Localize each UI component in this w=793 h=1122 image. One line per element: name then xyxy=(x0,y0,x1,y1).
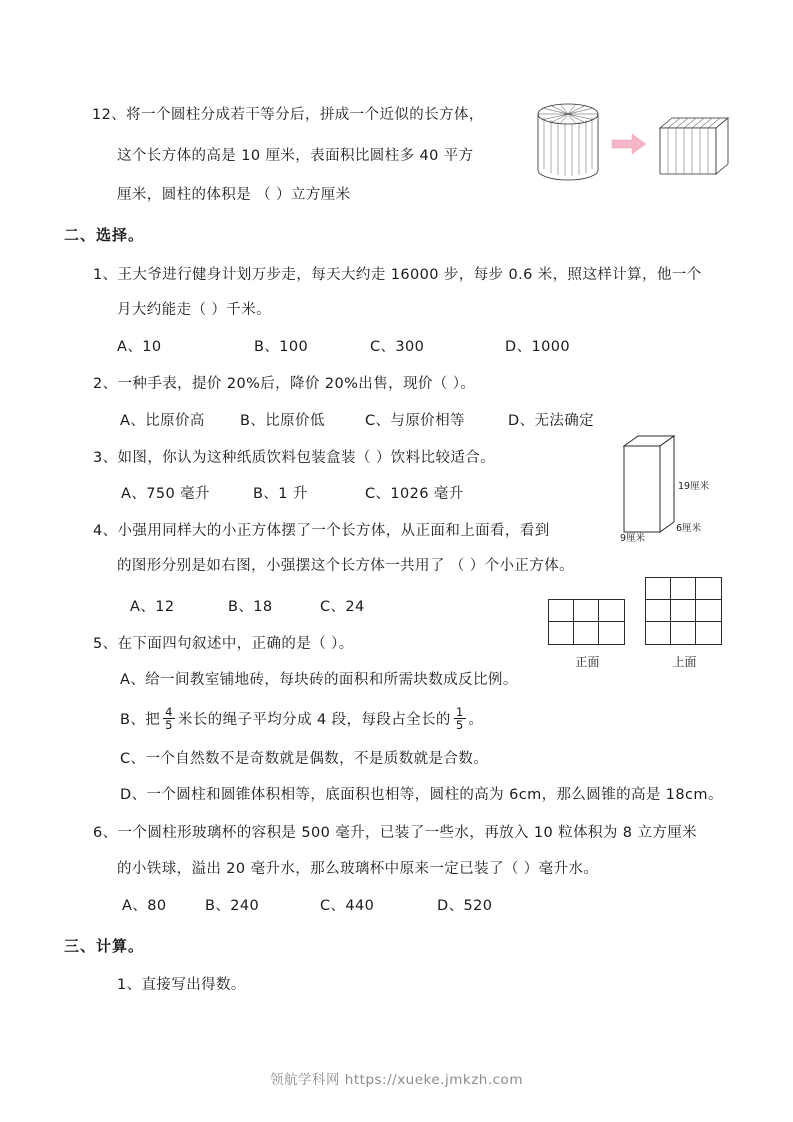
carton-width-label: 9厘米 xyxy=(620,533,646,544)
choice-question-3-option-a[interactable]: A、750 毫升 xyxy=(121,486,210,502)
grid-cell xyxy=(696,578,721,600)
front-view-caption: 正面 xyxy=(575,655,600,669)
fraction-four-fifths xyxy=(163,706,175,731)
grid-cell xyxy=(574,600,599,622)
top-view-caption: 上面 xyxy=(672,655,697,669)
choice-question-4-line-1: 4、小强用同样大的小正方体摆了一个长方体，从正面和上面看，看到 xyxy=(93,523,550,539)
grid-cell xyxy=(599,600,624,622)
top-view-grid xyxy=(645,577,722,645)
section-heading-compute: 三、计算。 xyxy=(64,937,145,955)
option-b-middle: 米长的绳子平均分成 4 段，每段占全长的 xyxy=(177,711,451,728)
choice-question-2-option-a[interactable]: A、比原价高 xyxy=(120,413,205,429)
grid-cell xyxy=(599,622,624,644)
grid-cell xyxy=(549,600,574,622)
option-b-suffix: 。 xyxy=(468,711,484,728)
grid-cell xyxy=(574,622,599,644)
choice-question-3-line-1: 3、如图，你认为这种纸质饮料包装盒装（ ）饮料比较适合。 xyxy=(93,450,496,466)
choice-question-6-option-d[interactable]: D、520 xyxy=(437,898,493,914)
choice-question-4-option-c[interactable]: C、24 xyxy=(320,599,365,615)
choice-question-6-line-1: 6、一个圆柱形玻璃杯的容积是 500 毫升，已装了一些水，再放入 10 粒体积为 8 立方厘米 xyxy=(93,825,698,841)
grid-cell xyxy=(671,622,696,644)
choice-question-4-line-2: 的图形分别是如右图，小强摆这个长方体一共用了 （ ）个小正方体。 xyxy=(117,558,575,574)
choice-question-2-option-b[interactable]: B、比原价低 xyxy=(240,413,325,429)
choice-question-1-line-2: 月大约能走（ ）千米。 xyxy=(117,302,272,318)
question-12-line-2: 这个长方体的高是 10 厘米，表面积比圆柱多 40 平方 xyxy=(117,148,474,164)
choice-question-5-option-d[interactable]: D、一个圆柱和圆锥体积相等，底面积也相等，圆柱的高为 6cm，那么圆锥的高是 18cm。 xyxy=(120,787,723,803)
carton-height-label: 19厘米 xyxy=(678,481,710,492)
grid-cell xyxy=(696,622,721,644)
choice-question-5-option-a[interactable]: A、给一间教室铺地砖，每块砖的面积和所需块数成反比例。 xyxy=(120,672,518,688)
question-12-line-3: 厘米，圆柱的体积是 （ ）立方厘米 xyxy=(117,187,351,203)
grid-cell xyxy=(671,600,696,622)
choice-question-1-option-c[interactable]: C、300 xyxy=(370,339,425,355)
figure-orthographic-views xyxy=(548,583,738,678)
choice-question-3-option-c[interactable]: C、1026 毫升 xyxy=(365,486,464,502)
grid-cell xyxy=(646,622,671,644)
fraction-denominator: 5 xyxy=(455,718,464,733)
choice-question-1-option-d[interactable]: D、1000 xyxy=(505,339,570,355)
choice-question-5-option-b[interactable] xyxy=(120,706,483,731)
figure-drink-carton xyxy=(616,432,744,544)
grid-cell xyxy=(646,600,671,622)
grid-cell xyxy=(696,600,721,622)
choice-question-6-line-2: 的小铁球，溢出 20 毫升水，那么玻璃杯中原来一定已装了（ ）毫升水。 xyxy=(117,861,599,877)
question-12-line-1: 12、将一个圆柱分成若干等分后，拼成一个近似的长方体， xyxy=(92,107,484,123)
choice-question-4-option-b[interactable]: B、18 xyxy=(228,599,273,615)
choice-question-1-option-a[interactable]: A、10 xyxy=(117,339,162,355)
choice-question-6-option-b[interactable]: B、240 xyxy=(205,898,260,914)
choice-question-5-line-1: 5、在下面四句叙述中，正确的是（ ）。 xyxy=(93,636,354,652)
footer-watermark: 领航学科网 https://xueke.jmkzh.com xyxy=(270,1072,523,1088)
choice-question-4-option-a[interactable]: A、12 xyxy=(130,599,175,615)
choice-question-1-line-1: 1、王大爷进行健身计划万步走，每天大约走 16000 步，每步 0.6 米，照这样计算，他一个 xyxy=(93,267,702,283)
front-view-grid xyxy=(548,599,625,645)
figure-cylinder-to-prism xyxy=(520,96,735,192)
choice-question-5-option-c[interactable]: C、一个自然数不是奇数就是偶数，不是质数就是合数。 xyxy=(120,751,489,767)
cylinder-prism-svg xyxy=(520,96,735,192)
choice-question-2-option-c[interactable]: C、与原价相等 xyxy=(365,413,465,429)
fraction-one-fifth xyxy=(454,706,466,731)
fraction-numerator: 4 xyxy=(165,705,173,719)
choice-question-3-option-b[interactable]: B、1 升 xyxy=(253,486,308,502)
carton-depth-label: 6厘米 xyxy=(676,523,702,534)
choice-question-6-option-c[interactable]: C、440 xyxy=(320,898,375,914)
grid-cell xyxy=(671,578,696,600)
choice-question-2-line-1: 2、一种手表，提价 20%后，降价 20%出售，现价（ ）。 xyxy=(93,376,476,392)
fraction-denominator: 5 xyxy=(165,718,173,733)
grid-cell xyxy=(549,622,574,644)
choice-question-1-option-b[interactable]: B、100 xyxy=(254,339,309,355)
grid-cell xyxy=(646,578,671,600)
compute-sub-question-1: 1、直接写出得数。 xyxy=(117,977,246,993)
choice-question-6-option-a[interactable]: A、80 xyxy=(122,898,167,914)
choice-question-2-option-d[interactable]: D、无法确定 xyxy=(508,413,595,429)
option-b-prefix: B、把 xyxy=(120,711,161,728)
fraction-numerator: 1 xyxy=(455,705,464,719)
arrow-icon xyxy=(612,134,646,154)
section-heading-choice: 二、选择。 xyxy=(64,226,145,244)
